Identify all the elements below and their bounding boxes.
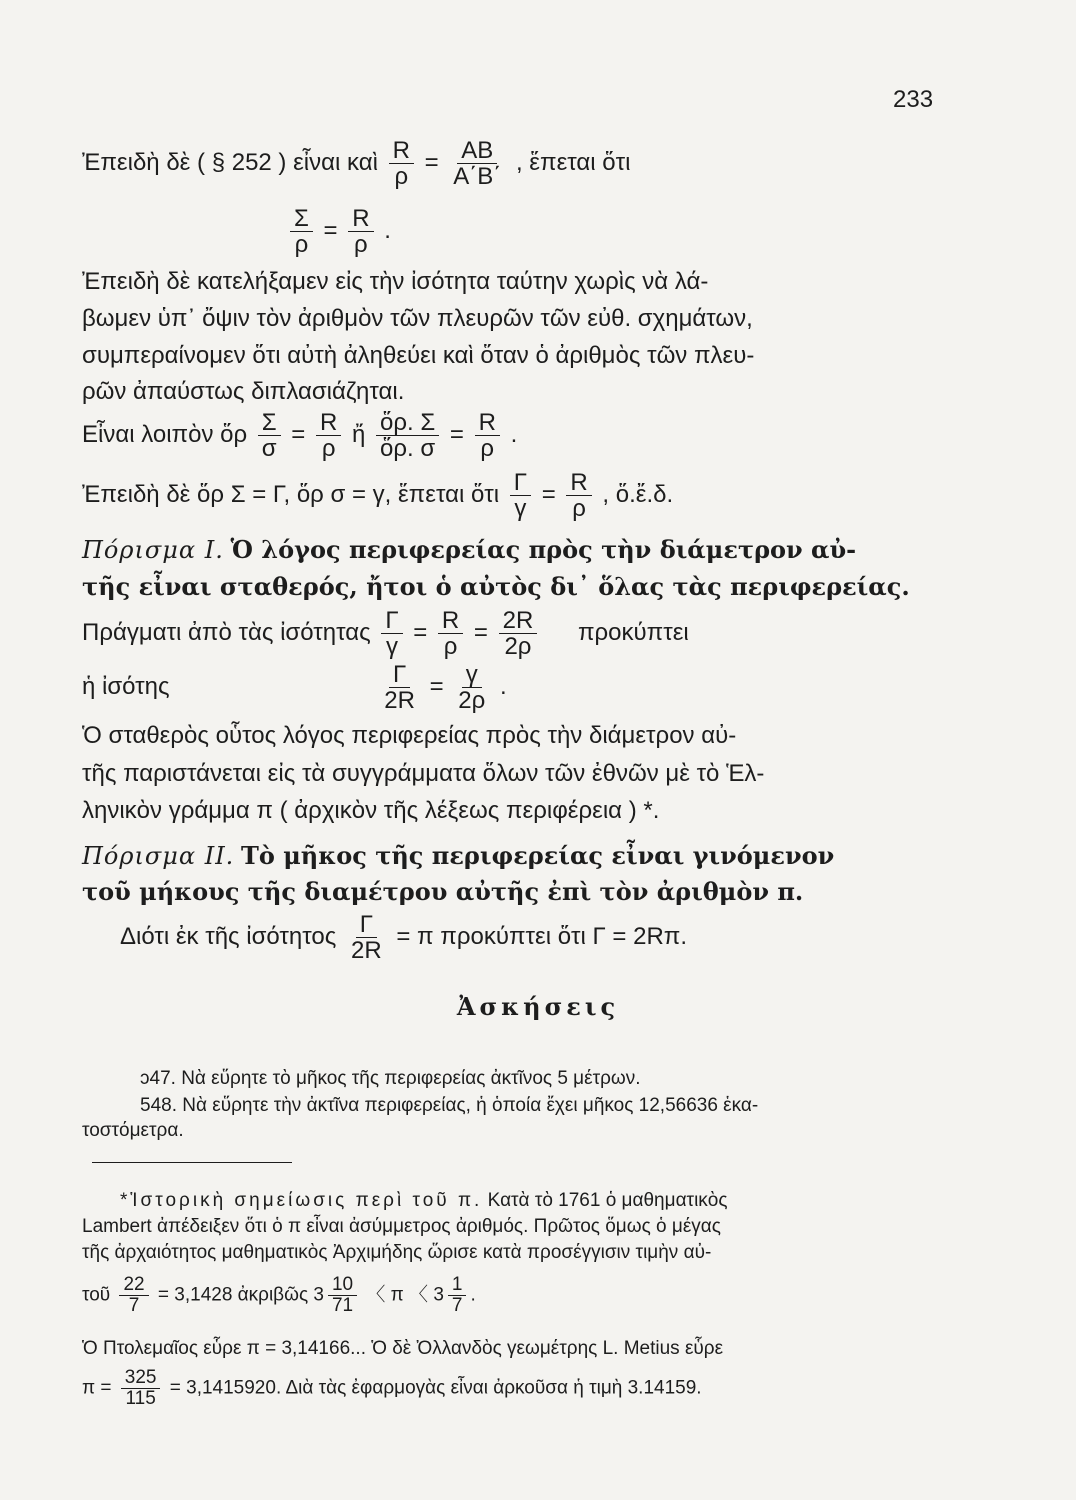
porisma-2-label: Πόρισμα ΙΙ. [82,842,235,870]
equation-line-1: Ἐπειδὴ δὲ ( § 252 ) εἶναι καὶ $\frac{R}{\rho}$ = $\frac{AB}{A΄B΄}$ , ἕπεται ὅτι [82,137,631,191]
paragraph-1-line-3: συμπεραίνομεν ὅτι αὐτὴ ἀληθεύει καὶ ὅταν ὁ ἀριθμὸς τῶν πλευ- [82,342,755,369]
footnote-line-3: τῆς ἀρχαιότητος μαθηματικὸς Ἀρχιμήδης ὥρισε κατὰ προσέγγισιν τιμὴν αὐ- [82,1242,712,1263]
footnote-line-5: Ὁ Πτολεμαῖος εὗρε π = 3,14166... Ὁ δὲ Ὀλλανδὸς γεωμέτρης L. Metius εὗρε [82,1338,724,1359]
footnote-rule [92,1162,292,1163]
porisma-2-line-1: Πόρισμα ΙΙ. Τὸ μῆκος τῆς περιφερείας εἶναι γινόμενον [82,841,835,870]
footnote-line-4: τοῦ $\frac{22}{7}$ = 3,1428 ἀκριβῶς 3 $\frac{10}{71}$ 〈 π 〈 3 $\frac{1}{7}$ . [82,1274,476,1316]
equation-line-7: Διότι ἐκ τῆς ἰσότητος $\frac{\Gamma}{2R}$ = π προκύπτει ὅτι Γ = 2Rπ. [120,911,687,965]
paragraph-2-line-3: ληνικὸν γράμμα π ( ἀρχικὸν τῆς λέξεως περιφέρεια ) *. [82,797,660,824]
porisma-1-line-2: τῆς εἶναι σταθερός, ἤτοι ὁ αὐτὸς δι᾽ ὅλας τὰς περιφερείας. [82,572,910,601]
fraction-r-rho: $\frac{R}{\rho}$ [389,138,414,189]
paragraph-2-line-1: Ὁ σταθερὸς οὗτος λόγος περιφερείας πρὸς τὴν διάμετρον αὐ- [82,722,737,749]
porisma-1-line-1: Πόρισμα Ι. Ὁ λόγος περιφερείας πρὸς τὴν διάμετρον αὐ- [82,535,857,564]
fraction-ab: $\frac{AB}{A΄B΄}$ [453,137,502,191]
exercises-heading: Ἀσκήσεις [456,992,620,1021]
equation-line-2: $\frac{\Sigma}{\rho}$ = $\frac{R}{\rho}$ . [286,206,1076,257]
equation-line-6: ἡ ἰσότης $\frac{\Gamma}{2R}$ = $\frac{\gamma}{2\rho}$ . [82,661,507,715]
footnote-line-2: Lambert ἀπέδειξεν ὅτι ὁ π εἶναι ἀσύμμετρος ἀριθμός. Πρῶτος ὅμως ὁ μέγας [82,1216,721,1237]
exercise-548-line-1: 548. Νὰ εὕρητε τὴν ἀκτῖνα περιφερείας, ἡ ὁποία ἔχει μῆκος 12,56636 ἑκα- [140,1095,759,1116]
paragraph-1-line-1: Ἐπειδὴ δὲ κατελήξαμεν εἰς τὴν ἰσότητα ταύτην χωρὶς νὰ λά- [82,268,709,295]
porisma-2-line-2: τοῦ μήκους τῆς διαμέτρου αὐτῆς ἐπὶ τὸν ἀριθμὸν π. [82,877,804,906]
exercise-548-line-2: τοστόμετρα. [82,1120,184,1141]
page-number: 233 [893,86,934,113]
footnote-line-1: *Ἱστορικὴ σημείωσις περὶ τοῦ π. Κατὰ τὸ 1761 ὁ μαθηματικὸς [120,1190,728,1211]
paragraph-1-line-2: βωμεν ὑπ᾽ ὄψιν τὸν ἀριθμὸν τῶν πλευρῶν τῶν εὐθ. σχημάτων, [82,305,753,332]
porisma-1-label: Πόρισμα Ι. [82,536,224,564]
exercise-547: ɔ47. Νὰ εὕρητε τὸ μῆκος τῆς περιφερείας ἀκτῖνος 5 μέτρων. [140,1068,641,1089]
equation-line-5: Πράγματι ἀπὸ τὰς ἰσότητας $\frac{\Gamma}{\gamma}$ = $\frac{R}{\rho}$ = $\frac{2R}{2\rho}$ προκύπτει [82,607,689,661]
equation-line-4: Ἐπειδὴ δὲ ὅρ Σ = Γ, ὅρ σ = γ, ἕπεται ὅτι $\frac{\Gamma}{\gamma}$ = $\frac{R}{\rho}$ , ὅ.ἔ.δ. [82,469,674,523]
equation-line-3: Εἶναι λοιπὸν ὅρ $\frac{\Sigma}{\sigma}$ = $\frac{R}{\rho}$ ἤ $\frac{\text{ὅρ. Σ}}{\text{ὅρ. σ}}$ = $\frac{R}{\rho}$ . [82,409,518,463]
paragraph-1-line-4: ρῶν ἀπαύστως διπλασιάζηται. [82,378,405,405]
footnote-line-6: π = $\frac{325}{115}$ = 3,1415920. Διὰ τὰς ἐφαρμογὰς εἶναι ἀρκοῦσα ἡ τιμὴ 3.14159. [82,1367,702,1409]
paragraph-2-line-2: τῆς παριστάνεται εἰς τὰ συγγράμματα ὅλων τῶν ἐθνῶν μὲ τὸ Ἑλ- [82,760,765,787]
